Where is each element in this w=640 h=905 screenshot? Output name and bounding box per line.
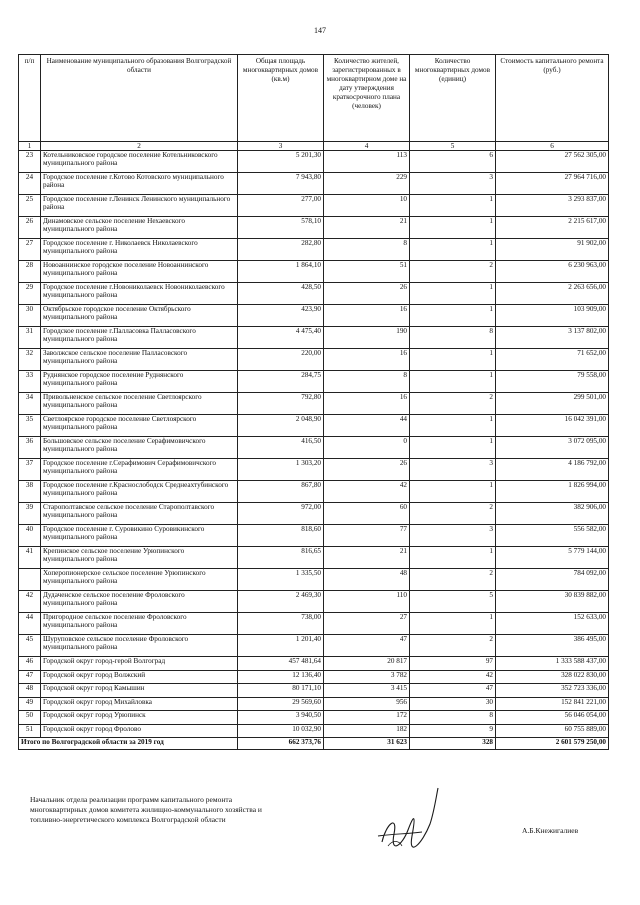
table-row [19, 711, 609, 725]
row-residents: 8 [324, 371, 410, 393]
column-number: 1 [19, 142, 41, 151]
row-municipality: Дудаченское сельское поселение Фроловского муниципального района [41, 591, 238, 613]
column-number: 4 [324, 142, 410, 151]
row-houses: 42 [410, 670, 496, 684]
row-area: 738,00 [238, 613, 324, 635]
table-row [19, 591, 609, 613]
row-number: 34 [19, 393, 41, 415]
row-municipality: Городское поселение г.Ленинск Ленинского муниципального района [41, 195, 238, 217]
row-area: 10 032,90 [238, 724, 324, 738]
row-residents: 113 [324, 151, 410, 173]
row-municipality: Руднянское городское поселение Руднянского муниципального района [41, 371, 238, 393]
row-residents: 21 [324, 547, 410, 569]
header-houses: Количество многоквартирных домов (единиц) [410, 55, 496, 142]
row-residents: 26 [324, 459, 410, 481]
row-number: 29 [19, 283, 41, 305]
table-row [19, 173, 609, 195]
row-houses: 1 [410, 217, 496, 239]
row-municipality: Динамовское сельское поселение Нехаевского муниципального района [41, 217, 238, 239]
row-municipality: Городское поселение г.Серафимович Серафимовичского муниципального района [41, 459, 238, 481]
row-area: 972,00 [238, 503, 324, 525]
row-municipality: Крепинское сельское поселение Урюпинского муниципального района [41, 547, 238, 569]
row-number: 47 [19, 670, 41, 684]
row-number: 25 [19, 195, 41, 217]
row-residents: 172 [324, 711, 410, 725]
row-residents: 182 [324, 724, 410, 738]
row-cost: 2 215 617,00 [496, 217, 609, 239]
table-row [19, 195, 609, 217]
row-cost: 27 964 716,00 [496, 173, 609, 195]
row-cost: 1 826 994,00 [496, 481, 609, 503]
row-area: 5 201,30 [238, 151, 324, 173]
row-municipality: Городское поселение г.Новониколаевск Новониколаевского муниципального района [41, 283, 238, 305]
row-area: 7 943,80 [238, 173, 324, 195]
row-area: 284,75 [238, 371, 324, 393]
row-houses: 2 [410, 503, 496, 525]
row-cost: 79 558,00 [496, 371, 609, 393]
row-area: 816,65 [238, 547, 324, 569]
row-municipality: Городской округ город Михайловка [41, 697, 238, 711]
row-cost: 60 755 889,00 [496, 724, 609, 738]
row-residents: 42 [324, 481, 410, 503]
row-area: 818,60 [238, 525, 324, 547]
row-residents: 110 [324, 591, 410, 613]
table-body [19, 151, 609, 738]
row-residents: 0 [324, 437, 410, 459]
row-cost: 382 906,00 [496, 503, 609, 525]
row-residents: 16 [324, 349, 410, 371]
row-residents: 16 [324, 393, 410, 415]
row-area: 1 303,20 [238, 459, 324, 481]
row-houses: 3 [410, 525, 496, 547]
row-cost: 3 137 802,00 [496, 327, 609, 349]
row-area: 277,00 [238, 195, 324, 217]
row-cost: 152 841 221,00 [496, 697, 609, 711]
table-row [19, 657, 609, 671]
row-area: 220,00 [238, 349, 324, 371]
table-row [19, 239, 609, 261]
row-cost: 352 723 336,00 [496, 684, 609, 698]
row-houses: 1 [410, 613, 496, 635]
row-houses: 1 [410, 371, 496, 393]
total-houses: 328 [410, 738, 496, 750]
row-municipality: Большовское сельское поселение Серафимовичского муниципального района [41, 437, 238, 459]
row-number: 41 [19, 547, 41, 569]
row-houses: 97 [410, 657, 496, 671]
header-name: Наименование муниципального образования Волгоградской области [41, 55, 238, 142]
row-number: 33 [19, 371, 41, 393]
row-houses: 6 [410, 151, 496, 173]
row-municipality: Октябрьское городское поселение Октябрьского муниципального района [41, 305, 238, 327]
row-number: 24 [19, 173, 41, 195]
total-label: Итого по Волгоградской области за 2019 год [19, 738, 238, 750]
row-number: 46 [19, 657, 41, 671]
row-residents: 3 415 [324, 684, 410, 698]
row-number: 42 [19, 591, 41, 613]
row-residents: 26 [324, 283, 410, 305]
row-houses: 47 [410, 684, 496, 698]
row-houses: 2 [410, 261, 496, 283]
header-residents: Количество жителей, зарегистрированных в многоквартирном доме на дату утверждения краткосрочного плана (человек) [324, 55, 410, 142]
row-number: 36 [19, 437, 41, 459]
row-houses: 2 [410, 569, 496, 591]
row-houses: 1 [410, 481, 496, 503]
row-cost: 3 293 837,00 [496, 195, 609, 217]
row-houses: 2 [410, 635, 496, 657]
table-row [19, 481, 609, 503]
row-number: 27 [19, 239, 41, 261]
row-municipality: Городской округ город Фролово [41, 724, 238, 738]
row-houses: 1 [410, 195, 496, 217]
table-header-row [19, 55, 609, 142]
signatory-name: А.Б.Кнежигалиев [522, 826, 579, 835]
row-area: 3 940,50 [238, 711, 324, 725]
row-number: 37 [19, 459, 41, 481]
row-area: 2 048,90 [238, 415, 324, 437]
row-area: 457 481,64 [238, 657, 324, 671]
table-row [19, 697, 609, 711]
row-number: 38 [19, 481, 41, 503]
row-residents: 21 [324, 217, 410, 239]
row-number: 48 [19, 684, 41, 698]
row-number: 44 [19, 613, 41, 635]
row-municipality: Хоперопионерское сельское поселение Урюпинского муниципального района [41, 569, 238, 591]
row-houses: 8 [410, 711, 496, 725]
table-row [19, 371, 609, 393]
row-number: 51 [19, 724, 41, 738]
row-residents: 77 [324, 525, 410, 547]
table-row [19, 393, 609, 415]
row-area: 416,50 [238, 437, 324, 459]
row-municipality: Городской округ город-герой Волгоград [41, 657, 238, 671]
table-row [19, 684, 609, 698]
row-residents: 48 [324, 569, 410, 591]
table-row [19, 415, 609, 437]
row-area: 80 171,10 [238, 684, 324, 698]
row-municipality: Городское поселение г. Николаевск Николаевского муниципального района [41, 239, 238, 261]
row-number [19, 569, 41, 591]
row-cost: 91 902,00 [496, 239, 609, 261]
row-cost: 5 779 144,00 [496, 547, 609, 569]
row-municipality: Заволжское сельское поселение Палласовского муниципального района [41, 349, 238, 371]
row-number: 45 [19, 635, 41, 657]
row-cost: 4 186 792,00 [496, 459, 609, 481]
row-number: 32 [19, 349, 41, 371]
total-cost: 2 601 579 250,00 [496, 738, 609, 750]
row-houses: 1 [410, 349, 496, 371]
row-municipality: Городское поселение г.Котово Котовского муниципального района [41, 173, 238, 195]
row-number: 49 [19, 697, 41, 711]
row-number: 26 [19, 217, 41, 239]
row-residents: 44 [324, 415, 410, 437]
row-cost: 6 230 963,00 [496, 261, 609, 283]
row-municipality: Городское поселение г.Палласовка Палласовского муниципального района [41, 327, 238, 349]
column-number: 3 [238, 142, 324, 151]
row-houses: 3 [410, 173, 496, 195]
row-number: 31 [19, 327, 41, 349]
row-residents: 47 [324, 635, 410, 657]
row-cost: 103 909,00 [496, 305, 609, 327]
table-row [19, 327, 609, 349]
total-row [19, 738, 609, 750]
table-row [19, 635, 609, 657]
header-area: Общая площадь многоквартирных домов (кв.м) [238, 55, 324, 142]
row-municipality: Шуруповское сельское поселение Фроловского муниципального района [41, 635, 238, 657]
row-number: 40 [19, 525, 41, 547]
row-residents: 10 [324, 195, 410, 217]
row-residents: 16 [324, 305, 410, 327]
row-houses: 5 [410, 591, 496, 613]
row-municipality: Привольненское сельское поселение Светлоярского муниципального района [41, 393, 238, 415]
row-houses: 3 [410, 459, 496, 481]
table-row [19, 503, 609, 525]
row-residents: 3 782 [324, 670, 410, 684]
row-number: 28 [19, 261, 41, 283]
row-area: 792,80 [238, 393, 324, 415]
row-area: 29 569,60 [238, 697, 324, 711]
row-cost: 1 333 588 437,00 [496, 657, 609, 671]
table-row [19, 724, 609, 738]
row-houses: 2 [410, 393, 496, 415]
total-residents: 31 623 [324, 738, 410, 750]
table-row [19, 547, 609, 569]
row-number: 39 [19, 503, 41, 525]
table-row [19, 525, 609, 547]
row-municipality: Городское поселение г.Краснослободск Среднеахтубинского муниципального района [41, 481, 238, 503]
table-row [19, 349, 609, 371]
footer-position: Начальник отдела реализации программ капитального ремонта многоквартирных домов комитета жилищно-коммунального хозяйства и топливно-энергетического комплекса Волгоградской области [30, 795, 262, 824]
row-cost: 16 042 391,00 [496, 415, 609, 437]
row-cost: 784 092,00 [496, 569, 609, 591]
row-municipality: Светлоярское городское поселение Светлоярского муниципального района [41, 415, 238, 437]
row-cost: 27 562 305,00 [496, 151, 609, 173]
row-cost: 56 046 054,00 [496, 711, 609, 725]
page-number: 147 [314, 26, 326, 35]
table-row [19, 217, 609, 239]
table-row [19, 459, 609, 481]
row-houses: 1 [410, 305, 496, 327]
column-number: 6 [496, 142, 609, 151]
total-area: 662 373,76 [238, 738, 324, 750]
row-residents: 229 [324, 173, 410, 195]
row-cost: 299 501,00 [496, 393, 609, 415]
row-area: 428,50 [238, 283, 324, 305]
row-cost: 2 263 656,00 [496, 283, 609, 305]
table-row [19, 569, 609, 591]
row-municipality: Городской округ город Камышин [41, 684, 238, 698]
row-cost: 30 839 882,00 [496, 591, 609, 613]
row-cost: 328 022 830,00 [496, 670, 609, 684]
row-area: 423,90 [238, 305, 324, 327]
row-houses: 1 [410, 283, 496, 305]
row-number: 35 [19, 415, 41, 437]
column-number-row [19, 142, 609, 151]
table-row [19, 670, 609, 684]
row-residents: 27 [324, 613, 410, 635]
row-municipality: Котельниковское городское поселение Котельниковского муниципального района [41, 151, 238, 173]
row-houses: 1 [410, 239, 496, 261]
column-number: 5 [410, 142, 496, 151]
row-houses: 1 [410, 437, 496, 459]
table-row [19, 305, 609, 327]
row-residents: 20 817 [324, 657, 410, 671]
repair-cost-table [18, 54, 609, 750]
header-num: п/п [19, 55, 41, 142]
table-row [19, 151, 609, 173]
row-houses: 1 [410, 415, 496, 437]
row-area: 282,80 [238, 239, 324, 261]
row-municipality: Городской округ город Урюпинск [41, 711, 238, 725]
row-houses: 1 [410, 547, 496, 569]
header-cost: Стоимость капитального ремонта (руб.) [496, 55, 609, 142]
row-residents: 51 [324, 261, 410, 283]
row-cost: 71 652,00 [496, 349, 609, 371]
row-municipality: Городское поселение г. Суровикино Суровикинского муниципального района [41, 525, 238, 547]
row-municipality: Пригородное сельское поселение Фроловского муниципального района [41, 613, 238, 635]
row-area: 12 136,40 [238, 670, 324, 684]
row-area: 578,10 [238, 217, 324, 239]
row-houses: 30 [410, 697, 496, 711]
row-residents: 956 [324, 697, 410, 711]
row-area: 4 475,40 [238, 327, 324, 349]
row-area: 2 469,30 [238, 591, 324, 613]
row-cost: 152 633,00 [496, 613, 609, 635]
row-cost: 3 072 095,00 [496, 437, 609, 459]
table-row [19, 283, 609, 305]
row-residents: 60 [324, 503, 410, 525]
row-municipality: Городской округ город Волжский [41, 670, 238, 684]
row-houses: 9 [410, 724, 496, 738]
row-houses: 8 [410, 327, 496, 349]
row-area: 1 201,40 [238, 635, 324, 657]
row-number: 50 [19, 711, 41, 725]
row-residents: 8 [324, 239, 410, 261]
row-cost: 386 495,00 [496, 635, 609, 657]
row-number: 30 [19, 305, 41, 327]
table-row [19, 261, 609, 283]
column-number: 2 [41, 142, 238, 151]
signature-mark [372, 784, 442, 854]
row-municipality: Новоаннинское городское поселение Новоаннинского муниципального района [41, 261, 238, 283]
row-number: 23 [19, 151, 41, 173]
row-cost: 556 582,00 [496, 525, 609, 547]
row-area: 1 335,50 [238, 569, 324, 591]
row-residents: 190 [324, 327, 410, 349]
row-area: 1 864,10 [238, 261, 324, 283]
row-area: 867,80 [238, 481, 324, 503]
table-row [19, 437, 609, 459]
table-row [19, 613, 609, 635]
row-municipality: Старополтавское сельское поселение Старополтавского муниципального района [41, 503, 238, 525]
